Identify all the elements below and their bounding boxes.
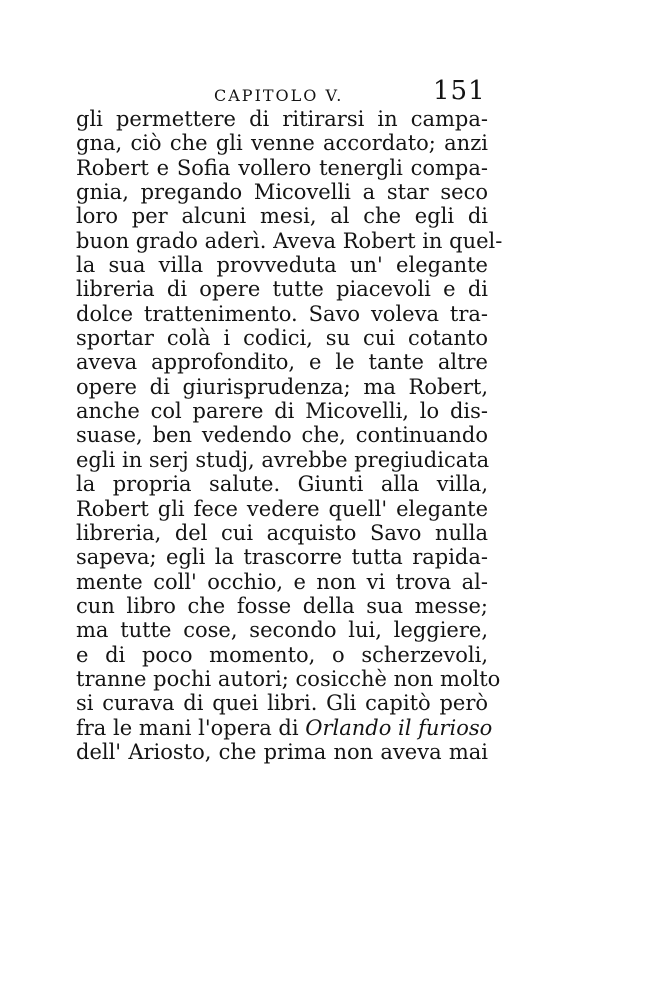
text-line: e di poco momento, o scherzevoli, (76, 642, 488, 667)
text-line: mente coll' occhio, e non vi trova al- (76, 569, 488, 594)
text-line: gnia, pregando Micovelli a star seco (76, 180, 488, 205)
text-line: tranne pochi autori; cosicchè non molto (76, 666, 501, 691)
text-line: anche col parere di Micovelli, lo dis- (76, 399, 488, 424)
text-line: libreria di opere tutte piacevoli e di (76, 277, 488, 302)
text-line: sapeva; egli la trascorre tutta rapida- (76, 545, 488, 570)
text-line: buon grado aderì. Aveva Robert in quel- (76, 228, 503, 253)
text-line: aveva approfondito, e le tante altre (76, 350, 488, 375)
text-line: cun libro che fosse della sua messe; (76, 593, 488, 618)
text-line: egli in serj studj, avrebbe pregiudicata (76, 447, 490, 472)
page-number: 151 (433, 76, 486, 106)
text-line: suase, ben vedendo che, continuando (76, 423, 488, 448)
text-line: opere di giurisprudenza; ma Robert, (76, 374, 488, 399)
book-title-italic: Orlando il furioso (305, 715, 493, 740)
text-line: libreria, del cui acquisto Savo nulla (76, 520, 488, 545)
text-line: la sua villa provveduta un' elegante (76, 253, 488, 278)
text-line: ma tutte cose, secondo lui, leggiere, (76, 618, 488, 643)
text-line-start: fra le mani l'opera di (76, 715, 306, 740)
text-line: dell' Ariosto, che prima non aveva mai (76, 739, 488, 764)
text-line: si curava di quei libri. Gli capitò però (76, 691, 488, 716)
text-line: la propria salute. Giunti alla villa, (76, 472, 488, 497)
text-line: Robert gli fece vedere quell' elegante (76, 496, 488, 521)
running-head: CAPITOLO V. (214, 86, 344, 105)
page-header (0, 76, 650, 106)
body-text (76, 107, 503, 764)
text-line: sportar colà i codici, su cui cotanto (76, 326, 488, 351)
text-line: dolce trattenimento. Savo voleva tra- (76, 301, 488, 326)
text-line: gli permettere di ritirarsi in campa- (76, 107, 488, 131)
text-line: loro per alcuni mesi, al che egli di (76, 204, 488, 229)
text-line (76, 715, 493, 740)
text-line: Robert e Sofia vollero tenergli compa- (76, 155, 488, 180)
text-line: gna, ciò che gli venne accordato; anzi (76, 131, 488, 156)
